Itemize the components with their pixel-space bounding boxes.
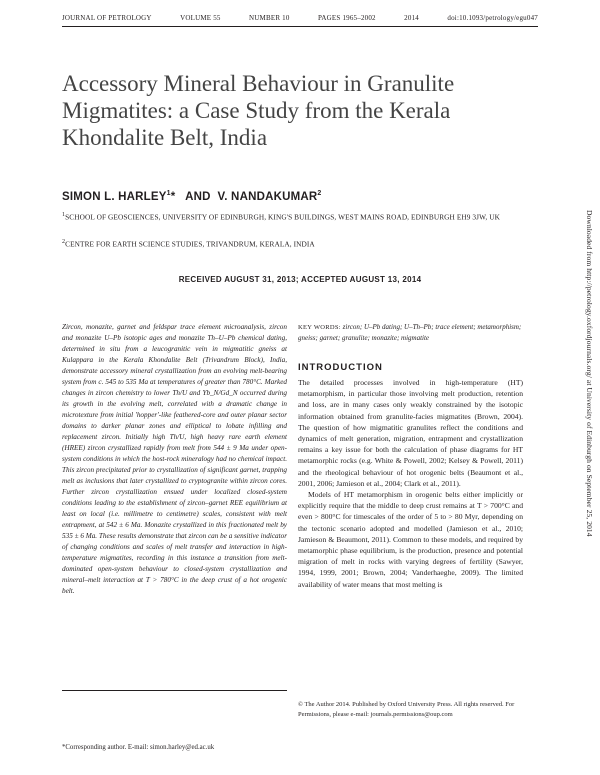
corresponding-author-note: *Corresponding author. E-mail: simon.harley@ed.ac.uk xyxy=(62,744,215,751)
intro-paragraph: The detailed processes involved in high-temperature (HT) metamorphism, in particular those involving melt production, retention and loss, are in many cases only weakly constrained by the isotopic information obtained from granulite-facies migmatites (Brown, 2004). The question of how migmatitic granulites reflect the conditions and dynamics of melt generation, migration, entrapment and crystallization remains a key issue for both the calculation of phase diagrams for HT metamorphic rocks (e.g. White & Powell, 2002; Kelsey & Powell, 2011) and the rheological behaviour of hot orogenic belts (Beaumont et al., 2001, 2006; Jamieson et al., 2004; Clark et al., 2011). xyxy=(298,378,523,488)
affiliation-1 xyxy=(62,210,527,222)
introduction-body xyxy=(298,377,523,590)
author-1: SIMON L. HARLEY xyxy=(62,190,167,203)
author-2-affiliation: 2 xyxy=(317,190,322,197)
author-line xyxy=(62,190,321,203)
corresponding-mark: * xyxy=(170,190,176,203)
journal-name: JOURNAL OF PETROLOGY xyxy=(62,14,152,22)
year: 2014 xyxy=(404,14,419,22)
author-conjunction: AND xyxy=(185,190,211,203)
running-header xyxy=(62,14,538,22)
download-prefix: Downloaded from xyxy=(585,210,594,267)
author-2: V. NANDAKUMAR xyxy=(217,190,318,203)
affiliation-2-text: CENTRE FOR EARTH SCIENCE STUDIES, TRIVANDRUM, KERALA, INDIA xyxy=(65,239,315,249)
intro-paragraph: Models of HT metamorphism in orogenic belts either implicitly or explicitly require that the middle to deep crust remains at T > 700°C and even > 800°C for timescales of the order of 5 to > 80 Myr, depending on the tectonic scenario adopted and modelled (Jamieson et al., 2010; Jamieson & Beaumont, 2011). Common to these models, and required by metamorphic phase equilibrium, is the production, presence and potential migration of melt in rocks with varying degrees of fertility (Sawyer, 1994, 1999, 2001; Brown, 2004; Vanderhaeghe, 2009). The limited availability of water means that most melting is xyxy=(298,490,523,589)
footnote-rule xyxy=(62,690,287,691)
author-1-affiliation: 1 xyxy=(166,190,171,197)
article-title: Accessory Mineral Behaviour in Granulite Migmatites: a Case Study from the Kerala Khondalite Belt, India xyxy=(62,71,455,150)
keywords-label: KEY WORDS: xyxy=(298,324,341,331)
affiliation-2-sup: 2 xyxy=(62,239,66,245)
copyright-notice: © The Author 2014. Published by Oxford University Press. All rights reserved. For Permissions, please e-mail: journals.permissions@oup.com xyxy=(298,701,515,718)
received-dates: RECEIVED AUGUST 31, 2013; ACCEPTED AUGUST 13, 2014 xyxy=(178,275,422,284)
affiliation-2 xyxy=(62,237,527,249)
download-watermark xyxy=(585,210,594,537)
issue-number: NUMBER 10 xyxy=(249,14,290,22)
download-link[interactable]: http://petrology.oxfordjournals.org/ xyxy=(585,268,594,378)
doi-link[interactable]: doi:10.1093/petrology/egu047 xyxy=(447,14,538,22)
affiliation-1-text: SCHOOL OF GEOSCIENCES, UNIVERSITY OF EDINBURGH, KING'S BUILDINGS, WEST MAINS ROAD, EDINBURGH EH9 3JW, UK xyxy=(65,212,501,222)
keywords-text: zircon; U–Pb dating; U–Th–Pb; trace element; metamorphism; gneiss; garnet; granulite; monazite; migmatite xyxy=(298,323,522,342)
affiliation-1-sup: 1 xyxy=(62,212,66,218)
abstract: Zircon, monazite, garnet and feldspar trace element microanalysis, zircon and monazite U–Pb isotopic ages and monazite Th–U–Pb chemical dating, determined in situ from a leucogranitic vein in migmatitic gneiss at Kulappara in the Kerala Khondalite Belt (Trivandrum Block), India, demonstrate accessory mineral crystallization from an evolving melt-bearing system from c. 545 to 535 Ma at temperatures of greater than 780°C. Marked changes in zircon chemistry to lower Th/U and Yb_N/Gd_N occurred during its growth in the evolving melt, correlated with a dramatic change in microtexture from initial 'hopper'-like feathered-core and outer planar sector domains to darker planar zones and elliptical to lobate infilling and replacement zircon. Initially high Th/U, high heavy rare earth element (HREE) zircon crystallized rapidly from melt from 544 ± 9 Ma under open-system conditions in which the host-rock mineralogy had no chemical impact. This zircon precipitated prior to crystallization of significant garnet, trapping melt as inclusions that later crystallized to cryptogranite within zircon cores. Further zircon crystallization ensued under localized closed-system conditions leading to the establishment of zircon–garnet REE equilibrium at least on local (i.e. millimetre to centimetre) scales, consistent with melt entrapment, at 542 ± 6 Ma. Monazite crystallized in this fractionated melt by 535 ± 6 Ma. These results demonstrate that zircon can be a sensitive indicator of changing conditions and scales of melt transfer and interaction in high-temperature migmatites, recording in this instance a transition from melt-dominated open-system behaviour to closed-system crystallization and mineral–melt interaction at T > 780°C in the deep crust of a hot orogenic belt. xyxy=(62,323,288,595)
page-range: PAGES 1965–2002 xyxy=(317,14,376,22)
header-rule xyxy=(62,26,538,27)
download-suffix: at University of Edinburgh on September 25, 2014 xyxy=(585,379,594,537)
volume: VOLUME 55 xyxy=(180,14,221,22)
keywords xyxy=(298,322,523,343)
section-heading: INTRODUCTION xyxy=(298,362,383,373)
